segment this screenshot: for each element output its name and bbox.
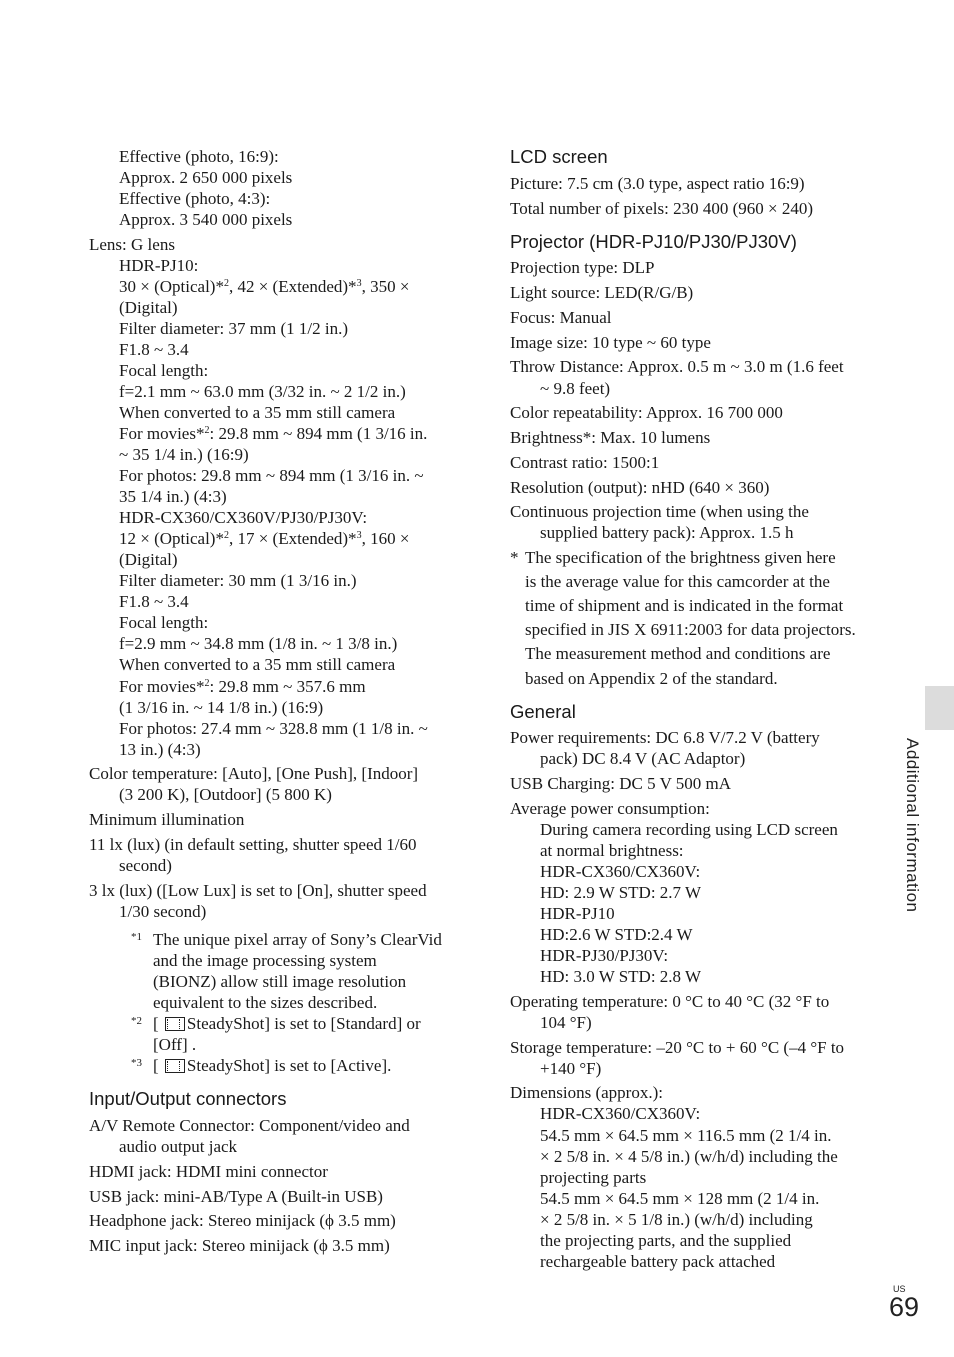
spec-line: Contrast ratio: 1500:1	[510, 453, 660, 472]
spec-line: Focal length:	[119, 361, 209, 380]
spec-line: Focus: Manual	[510, 308, 612, 327]
spec-line: For photos: 27.4 mm ~ 328.8 mm (1 1/8 in. ~	[119, 719, 428, 738]
footnote-line: equivalent to the sizes described.	[153, 993, 378, 1012]
footnote-line: [Off] .	[153, 1035, 197, 1054]
footnote-2: *2 [ SteadyShot] is set to [Standard] or	[131, 1014, 421, 1033]
spec-line: 12 × (Optical)*$^2$, 17 × (Extended)*$^3$, 160 ×	[119, 529, 410, 548]
section-heading-projector: Projector (HDR-PJ10/PJ30/PJ30V)	[510, 231, 797, 252]
spec-line: For photos: 29.8 mm ~ 894 mm (1 3/16 in. ~	[119, 466, 424, 485]
spec-line: MIC input jack: Stereo minijack (ϕ 3.5 mm)	[89, 1236, 390, 1255]
spec-line: HD: 3.0 W STD: 2.8 W	[540, 967, 702, 986]
spec-line: Color repeatability: Approx. 16 700 000	[510, 403, 783, 422]
spec-line: ~ 9.8 feet)	[540, 379, 611, 398]
spec-line: HDR-PJ10	[540, 904, 615, 923]
spec-line: at normal brightness:	[540, 841, 684, 860]
spec-line: ~ 35 1/4 in.) (16:9)	[119, 445, 249, 464]
spec-line: For movies*$^2$: 29.8 mm ~ 894 mm (1 3/16 in.	[119, 424, 428, 443]
spec-line: second)	[119, 856, 172, 875]
spec-line: When converted to a 35 mm still camera	[119, 403, 396, 422]
spec-line: 3 lx (lux) ([Low Lux] is set to [On], shutter speed	[89, 881, 427, 900]
spec-line: When converted to a 35 mm still camera	[119, 655, 396, 674]
spec-line: 30 × (Optical)*$^2$, 42 × (Extended)*$^3$, 350 ×	[119, 277, 410, 296]
footnote-line: is the average value for this camcorder at the	[525, 572, 830, 591]
spec-line: Dimensions (approx.):	[510, 1083, 663, 1102]
spec-line: Filter diameter: 30 mm (1 3/16 in.)	[119, 571, 357, 590]
spec-line: USB Charging: DC 5 V 500 mA	[510, 774, 732, 793]
footnote-line: specified in JIS X 6911:2003 for data projectors.	[525, 620, 856, 639]
spec-line: Resolution (output): nHD (640 × 360)	[510, 478, 770, 497]
spec-line: Throw Distance: Approx. 0.5 m ~ 3.0 m (1.6 feet	[510, 357, 844, 376]
footnote-line: The specification of the brightness given here	[525, 548, 836, 567]
spec-line: +140 °F)	[540, 1059, 602, 1078]
section-heading-general: General	[510, 701, 576, 722]
spec-line: USB jack: mini-AB/Type A (Built-in USB)	[89, 1187, 383, 1206]
spec-line: Power requirements: DC 6.8 V/7.2 V (battery	[510, 728, 820, 747]
spec-line: Image size: 10 type ~ 60 type	[510, 333, 711, 352]
section-tab	[925, 686, 954, 730]
spec-line: f=2.1 mm ~ 63.0 mm (3/32 in. ~ 2 1/2 in.)	[119, 382, 406, 401]
spec-line: Lens: G lens	[89, 235, 175, 254]
spec-line: 11 lx (lux) (in default setting, shutter speed 1/60	[89, 835, 417, 854]
spec-line: × 2 5/8 in. × 5 1/8 in.) (w/h/d) including	[540, 1210, 813, 1229]
spec-line: Approx. 3 540 000 pixels	[119, 210, 293, 229]
spec-line: (Digital)	[119, 550, 178, 569]
spec-line: pack) DC 8.4 V (AC Adaptor)	[540, 749, 746, 768]
spec-line: HDR-CX360/CX360V/PJ30/PJ30V:	[119, 508, 368, 527]
spec-line: 35 1/4 in.) (4:3)	[119, 487, 227, 506]
spec-line: For movies*$^2$: 29.8 mm ~ 357.6 mm	[119, 677, 366, 696]
spec-line: Effective (photo, 16:9):	[119, 147, 279, 166]
footnote-3: *3 [ SteadyShot] is set to [Active].	[131, 1056, 392, 1075]
spec-line: Color temperature: [Auto], [One Push], [Indoor]	[89, 764, 419, 783]
footnote-1: *1 The unique pixel array of Sony’s ClearVid	[131, 930, 442, 949]
spec-line: F1.8 ~ 3.4	[119, 592, 189, 611]
spec-line: Minimum illumination	[89, 810, 245, 829]
spec-line: Average power consumption:	[510, 799, 710, 818]
spec-line: (1 3/16 in. ~ 14 1/8 in.) (16:9)	[119, 698, 324, 717]
spec-line: Approx. 2 650 000 pixels	[119, 168, 293, 187]
spec-line: Focal length:	[119, 613, 209, 632]
spec-line: Continuous projection time (when using the	[510, 502, 809, 521]
spec-line: the projecting parts, and the supplied	[540, 1231, 792, 1250]
spec-line: F1.8 ~ 3.4	[119, 340, 189, 359]
spec-line: HDR-CX360/CX360V:	[540, 862, 701, 881]
spec-line: During camera recording using LCD screen	[540, 820, 838, 839]
footnote-marker: *	[510, 548, 519, 567]
page-number: 69	[889, 1292, 920, 1322]
spec-line: rechargeable battery pack attached	[540, 1252, 776, 1271]
spec-line: A/V Remote Connector: Component/video and	[89, 1116, 410, 1135]
footnote-line: The measurement method and conditions are	[525, 644, 831, 663]
steadyshot-icon	[165, 1017, 185, 1031]
spec-line: HDR-PJ10:	[119, 256, 199, 275]
spec-line: 1/30 second)	[119, 902, 207, 921]
spec-line: Picture: 7.5 cm (3.0 type, aspect ratio 16:9)	[510, 174, 805, 193]
section-heading-io: Input/Output connectors	[89, 1088, 287, 1109]
spec-line: (Digital)	[119, 298, 178, 317]
spec-line: projecting parts	[540, 1168, 647, 1187]
footnote-line: (BIONZ) allow still image resolution	[153, 972, 407, 991]
footnote-line: and the image processing system	[153, 951, 377, 970]
section-heading-lcd: LCD screen	[510, 146, 608, 167]
spec-line: Total number of pixels: 230 400 (960 × 240)	[510, 199, 814, 218]
page-region-code: US	[893, 1284, 906, 1294]
spec-line: Effective (photo, 4:3):	[119, 189, 271, 208]
spec-line: supplied battery pack): Approx. 1.5 h	[540, 523, 794, 542]
steadyshot-icon	[165, 1059, 185, 1073]
spec-line: Headphone jack: Stereo minijack (ϕ 3.5 mm)	[89, 1211, 396, 1230]
spec-line: Brightness*: Max. 10 lumens	[510, 428, 711, 447]
spec-line: Projection type: DLP	[510, 258, 655, 277]
footnote-line: time of shipment and is indicated in the format	[525, 596, 844, 615]
spec-line: audio output jack	[119, 1137, 238, 1156]
spec-line: f=2.9 mm ~ 34.8 mm (1/8 in. ~ 1 3/8 in.)	[119, 634, 398, 653]
spec-line: Filter diameter: 37 mm (1 1/2 in.)	[119, 319, 348, 338]
spec-line: HDMI jack: HDMI mini connector	[89, 1162, 328, 1181]
spec-line: × 2 5/8 in. × 4 5/8 in.) (w/h/d) including the	[540, 1147, 838, 1166]
spec-line: HDR-PJ30/PJ30V:	[540, 946, 669, 965]
spec-line: 54.5 mm × 64.5 mm × 128 mm (2 1/4 in.	[540, 1189, 820, 1208]
spec-line: HDR-CX360/CX360V:	[540, 1104, 701, 1123]
spec-line: Light source: LED(R/G/B)	[510, 283, 694, 302]
spec-line: Operating temperature: 0 °C to 40 °C (32 °F to	[510, 992, 830, 1011]
section-side-label: Additional information	[903, 738, 922, 913]
spec-line: HD: 2.9 W STD: 2.7 W	[540, 883, 702, 902]
spec-line: 104 °F)	[540, 1013, 592, 1032]
footnote-line: based on Appendix 2 of the standard.	[525, 669, 778, 688]
spec-line: Storage temperature: –20 °C to + 60 °C (–4 °F to	[510, 1038, 845, 1057]
spec-line: 13 in.) (4:3)	[119, 740, 201, 759]
spec-line: (3 200 K), [Outdoor] (5 800 K)	[119, 785, 332, 804]
spec-line: 54.5 mm × 64.5 mm × 116.5 mm (2 1/4 in.	[540, 1126, 832, 1145]
spec-line: HD:2.6 W STD:2.4 W	[540, 925, 693, 944]
